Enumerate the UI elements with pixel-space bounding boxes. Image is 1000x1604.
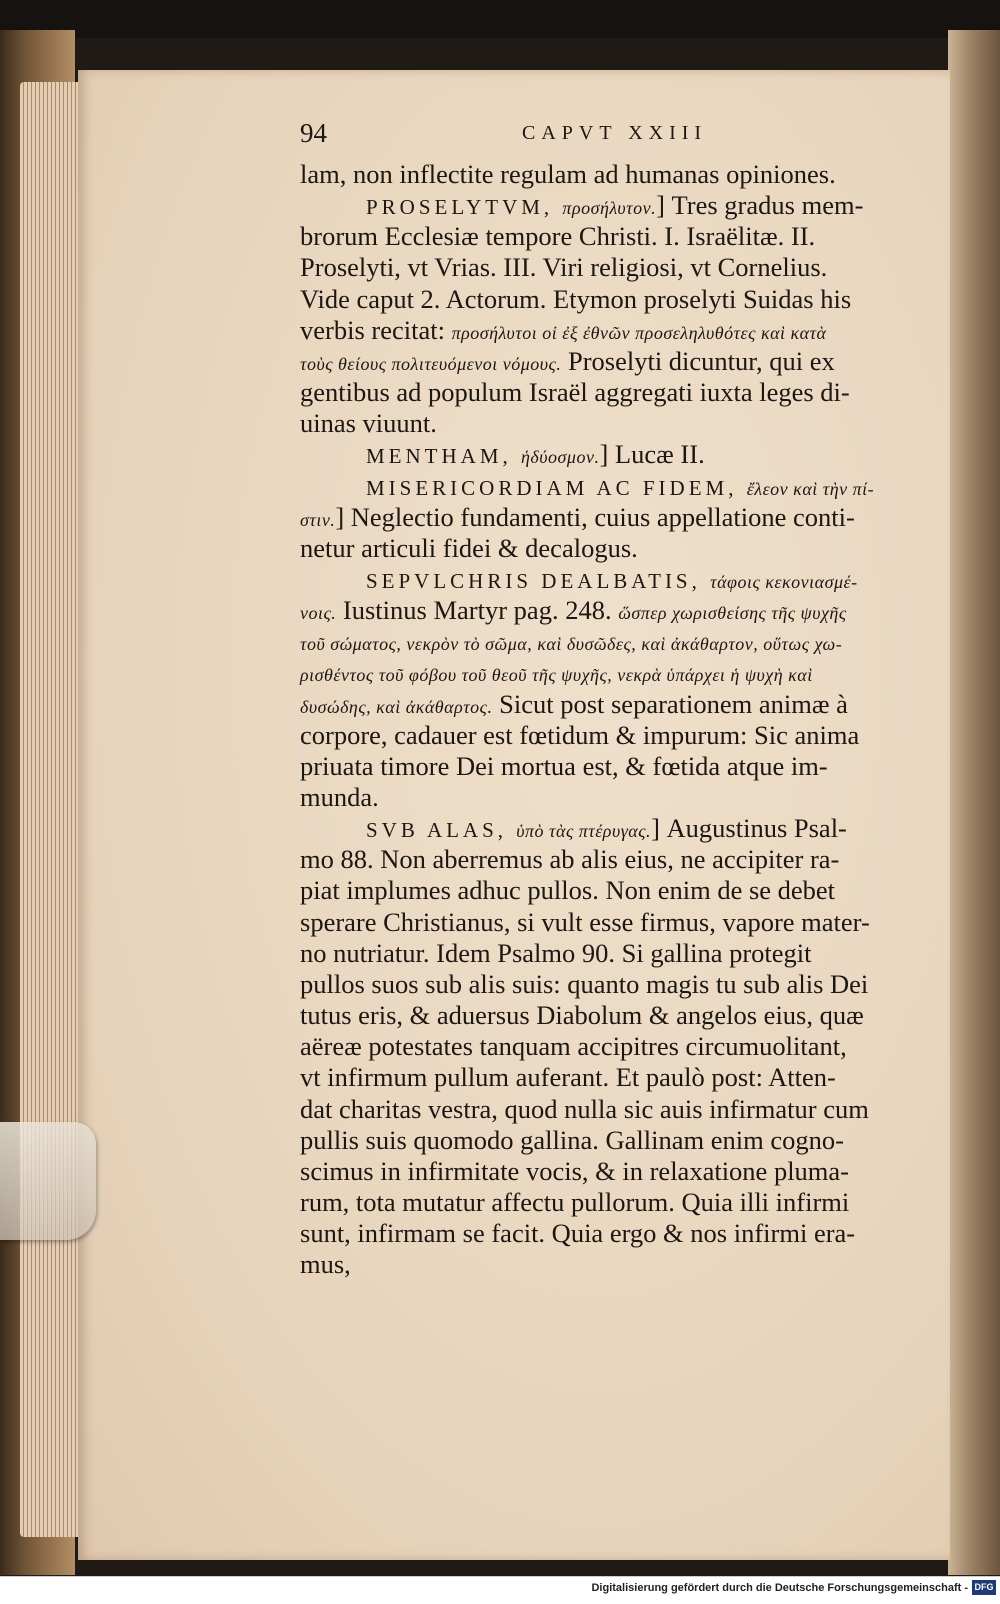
- text-line: [300, 1155, 849, 1187]
- line-text: lam, non inflectite regulam ad humanas opiniones.: [300, 159, 836, 189]
- line-text: Iustinus Martyr pag. 248.: [336, 595, 619, 626]
- text-line: [300, 594, 847, 629]
- text-line: [300, 532, 638, 564]
- text-line: [300, 1061, 836, 1093]
- line-text: ] Neglectio fundamenti, cuius appellatione conti-: [335, 501, 855, 532]
- text-line: [300, 719, 859, 751]
- text-line: [300, 688, 848, 723]
- text-line: [300, 501, 855, 536]
- line-text: pullis suis quomodo gallina. Gallinam enim cogno-: [300, 1124, 844, 1155]
- text-line: [300, 968, 868, 1000]
- line-text: Proselyti, vt Vrias. III. Viri religiosi, vt Cornelius.: [300, 252, 828, 283]
- line-text: tutus eris, & aduersus Diabolum & angelos eius, quæ: [300, 1000, 864, 1031]
- text-line: [300, 1030, 847, 1062]
- text-line: [300, 189, 863, 224]
- line-text: aëreæ potestates tanquam accipitres circumuolitant,: [300, 1031, 847, 1062]
- line-text: piat implumes adhuc pullos. Non enim de se debet: [300, 875, 836, 906]
- greek-text: στιν.: [300, 509, 336, 530]
- text-line: [300, 438, 705, 473]
- line-text: ] Lucæ II.: [599, 439, 705, 470]
- greek-text: τοῦ σώματος, νεκρὸν τὸ σῶμα, καὶ δυσῶδες, καὶ ἀκάθαρτον, οὕτως χω-: [300, 634, 843, 655]
- text-line: [300, 750, 828, 782]
- greek-text: ὑπὸ τὰς πτέρυγας.: [516, 821, 652, 842]
- line-text: Sicut post separationem animæ à: [492, 688, 848, 719]
- greek-text: προσήλυτοι οἱ ἐξ ἐθνῶν προσεληλυθότες καὶ κατὰ: [451, 322, 827, 343]
- greek-text: τάφοις κεκονιασμέ-: [710, 571, 858, 592]
- text-line: [300, 220, 815, 252]
- greek-text: προσήλυτον.: [562, 198, 657, 219]
- text-line: [300, 843, 839, 875]
- line-text: corpore, cadauer est fœtidum & impurum: Sic anima: [300, 719, 860, 750]
- line-text: mo 88. Non aberremus ab alis eius, ne accipiter ra-: [300, 844, 840, 875]
- greek-text: νοις.: [300, 603, 337, 624]
- line-text: gentibus ad populum Israël aggregati iuxta leges di-: [300, 377, 850, 408]
- line-text: verbis recitat:: [300, 314, 452, 345]
- text-line: [300, 1093, 869, 1125]
- text-line: [300, 906, 870, 938]
- page-header: [300, 118, 950, 154]
- line-text: dat charitas vestra, quod nulla sic auis infirmatur cum: [300, 1093, 869, 1124]
- line-text: netur articuli fidei & decalogus.: [300, 532, 638, 563]
- text-line: [300, 563, 858, 598]
- line-text: brorum Ecclesiæ tempore Christi. I. Israëlitæ. II.: [300, 221, 816, 252]
- text-line: [300, 781, 379, 813]
- text-line: [300, 345, 835, 380]
- line-text: vt infirmum pullum auferant. Et paulò post: Atten-: [300, 1062, 836, 1093]
- footer-credit: Digitalisierung gefördert durch die Deutsche Forschungsgemeinschaft -: [591, 1582, 968, 1594]
- lemma: PROSELYTVM,: [366, 195, 563, 220]
- running-head: CAPVT XXIII: [522, 122, 708, 144]
- text-line: [300, 251, 827, 283]
- page-clip: [0, 1122, 96, 1240]
- facing-page-edge: [948, 30, 1000, 1575]
- greek-text: τοὺς θείους πολιτευόμενοι νόμους.: [300, 353, 562, 374]
- line-text: scimus in infirmitate vocis, & in relaxatione pluma-: [300, 1155, 850, 1186]
- greek-text: ὥσπερ χωρισθείσης τῆς ψυχῆς: [618, 603, 847, 624]
- greek-text: ἔλεον καὶ τὴν πί-: [746, 478, 875, 499]
- line-text: ] Augustinus Psal-: [651, 813, 847, 844]
- page-number: 94: [300, 118, 327, 148]
- dfg-logo: DFG: [972, 1580, 996, 1595]
- line-text: priuata timore Dei mortua est, & fœtida atque im-: [300, 750, 828, 781]
- text-line: [300, 656, 813, 691]
- line-text: no nutriatur. Idem Psalmo 90. Si gallina protegit: [300, 937, 812, 968]
- line-text: Vide caput 2. Actorum. Etymon proselyti Suidas his: [300, 283, 852, 314]
- text-line: [300, 1124, 844, 1156]
- line-text: sperare Christianus, si vult esse firmus, vapore mater-: [300, 906, 870, 937]
- text-line: [300, 937, 812, 969]
- scan-background-top: [0, 0, 1000, 38]
- lemma: MISERICORDIAM AC FIDEM,: [366, 475, 747, 500]
- line-text: sunt, infirmam se facit. Quia ergo & nos infirmi era-: [300, 1218, 856, 1249]
- greek-text: ρισθέντος τοῦ φόβου τοῦ θεοῦ τῆς ψυχῆς, νεκρὰ ὑπάρχει ἡ ψυχὴ καὶ: [300, 665, 813, 686]
- line-text: rum, tota mutatur affectu pullorum. Quia illi infirmi: [300, 1186, 850, 1217]
- text-line: [300, 407, 437, 439]
- line-text: Proselyti dicuntur, qui ex: [561, 345, 835, 376]
- line-text: pullos suos sub alis suis: quanto magis tu sub alis Dei: [300, 968, 869, 999]
- text-line: [300, 1186, 849, 1218]
- line-text: munda.: [300, 782, 379, 812]
- line-text: uinas viuunt.: [300, 408, 437, 439]
- text-line: [300, 625, 842, 660]
- digitization-footer: [0, 1576, 1000, 1604]
- text-line: [300, 999, 864, 1031]
- lemma: SEPVLCHRIS DEALBATIS,: [366, 568, 711, 593]
- page-edges: [20, 82, 82, 1537]
- text-line: [300, 812, 847, 847]
- greek-text: ἡδύοσμον.: [521, 447, 600, 468]
- text-line: [300, 158, 836, 190]
- text-line: [300, 376, 850, 408]
- line-text: ] Tres gradus mem-: [656, 190, 864, 221]
- text-line: [300, 1217, 855, 1249]
- text-line: [300, 470, 874, 505]
- lemma: MENTHAM,: [366, 444, 521, 469]
- text-line: [300, 283, 851, 315]
- lemma: SVB ALAS,: [366, 818, 517, 843]
- greek-text: δυσώδης, καὶ ἀκάθαρτος.: [300, 696, 493, 717]
- text-line: [300, 314, 827, 349]
- catchword: mus,: [300, 1249, 351, 1280]
- text-line: [300, 874, 835, 906]
